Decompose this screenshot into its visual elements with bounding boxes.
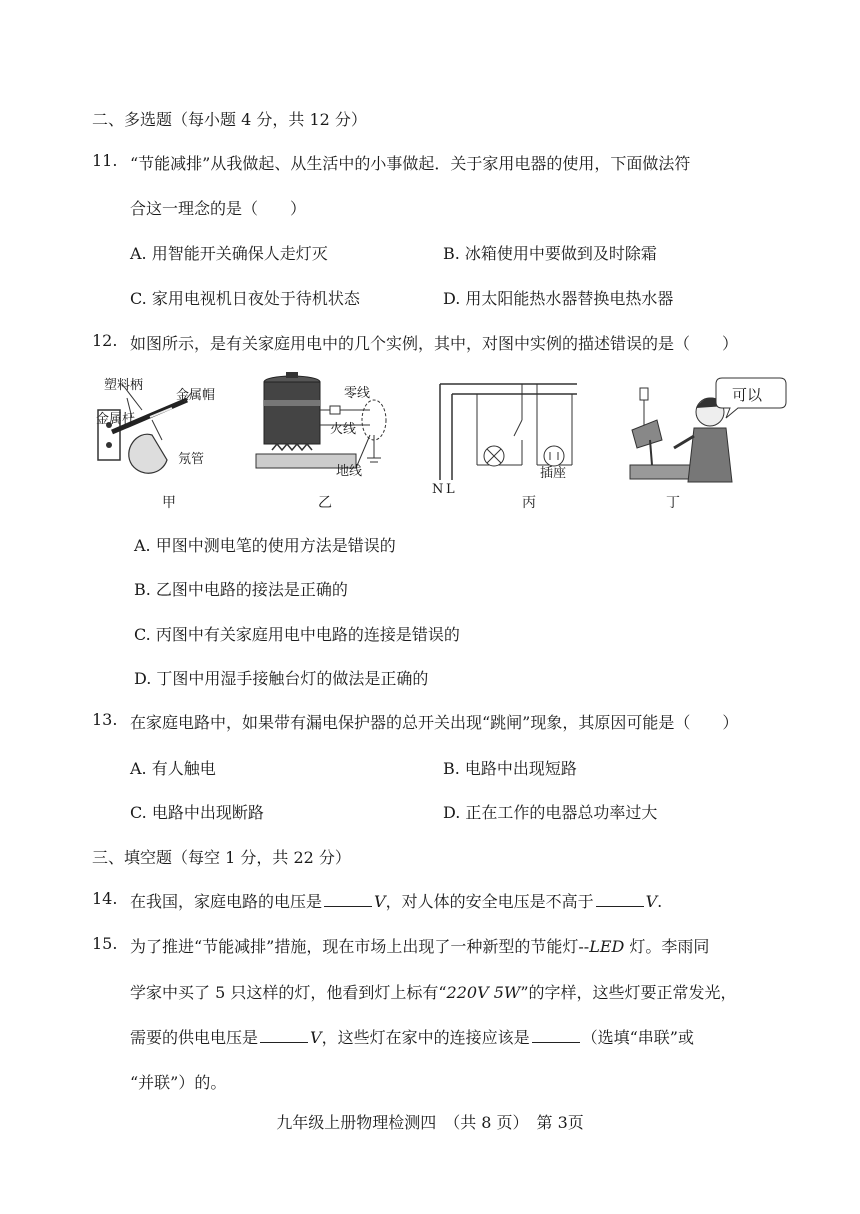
q14-blank-1[interactable] (324, 892, 372, 907)
question-number-14: 14. (92, 889, 118, 908)
ding-speech-bubble-text: 可以 (732, 386, 763, 404)
question-11-line1: “节能减排”从我做起、从生活中的小事做起．关于家用电器的使用，下面做法符 (130, 154, 691, 173)
question-15-line1 (130, 934, 709, 957)
q13-option-b: B. 电路中出现短路 (443, 759, 577, 778)
figure-ding-person-lamp (622, 370, 792, 490)
question-number-12: 12. (92, 331, 118, 350)
q13-option-d: D. 正在工作的电器总功率过大 (443, 803, 658, 822)
q15-line3-mid: ，这些灯在家中的连接应该是 (321, 1028, 530, 1047)
q14-unit2: V (645, 892, 658, 911)
label-metal-cap: 金属帽 (176, 388, 216, 403)
q15-line3-text: 需要的供电电压是 (130, 1028, 259, 1047)
label-plastic-handle: 塑料柄 (104, 378, 144, 393)
question-12-text: 如图所示，是有关家庭用电中的几个实例，其中，对图中实例的描述错误的是（ ） (130, 334, 739, 353)
q12-option-c: C. 丙图中有关家庭用电中电路的连接是错误的 (134, 625, 460, 644)
label-neutral-wire: 零线 (344, 386, 371, 401)
q14-unit1: V (374, 892, 386, 911)
question-11-line2: 合这一理念的是（ ） (130, 199, 307, 218)
label-metal-rod: 金属杆 (96, 412, 136, 427)
q14-end: . (657, 892, 663, 911)
label-neutral-n: N (432, 482, 444, 497)
q14-part2: ，对人体的安全电压是不高于 (385, 892, 594, 911)
question-15-line3 (130, 1025, 694, 1048)
figure-caption-ding: 丁 (666, 495, 680, 511)
question-15-line2 (130, 980, 737, 1003)
figure-caption-yi: 乙 (318, 495, 332, 511)
section-title-multiple-choice: 二、多选题（每小题 4 分，共 12 分） (92, 110, 367, 129)
q14-blank-2[interactable] (596, 892, 644, 907)
q15-blank-2[interactable] (532, 1028, 580, 1043)
q15-rating: 220V 5W (446, 983, 521, 1002)
q11-option-a: A. 用智能开关确保人走灯灭 (130, 244, 328, 263)
label-ground-wire: 地线 (336, 464, 363, 479)
label-socket: 插座 (540, 466, 567, 481)
question-12-figure (92, 370, 792, 520)
q15-line2-end: ”的字样，这些灯要正常发光， (520, 983, 737, 1002)
q14-part1: 在我国，家庭电路的电压是 (130, 892, 323, 911)
page-footer: 九年级上册物理检测四 （共 8 页） 第 3页 (276, 1113, 584, 1132)
q12-option-b: B. 乙图中电路的接法是正确的 (134, 580, 348, 599)
figure-caption-jia: 甲 (162, 495, 176, 511)
question-15-line4: “并联”）的。 (130, 1073, 227, 1092)
q15-blank-1[interactable] (260, 1028, 308, 1043)
question-number-15: 15. (92, 934, 118, 953)
label-live-l: L (446, 482, 455, 497)
q13-option-a: A. 有人触电 (130, 759, 216, 778)
q15-unit: V (310, 1028, 322, 1047)
question-14-text (130, 889, 662, 912)
q15-led: LED (589, 937, 625, 956)
q12-option-d: D. 丁图中用湿手接触台灯的做法是正确的 (134, 669, 429, 688)
question-number-13: 13. (92, 710, 118, 729)
question-13-text: 在家庭电路中，如果带有漏电保护器的总开关出现“跳闸”现象，其原因可能是（ ） (130, 713, 739, 732)
label-neon-tube: 氖管 (178, 452, 205, 467)
figure-yi-appliance (252, 370, 392, 480)
q15-line3-end: （选填“串联”或 (581, 1028, 694, 1047)
q15-line2-text: 学家中买了 5 只这样的灯，他看到灯上标有“ (130, 983, 447, 1002)
q15-line1-end: 灯。李雨同 (624, 937, 710, 956)
q11-option-c: C. 家用电视机日夜处于待机状态 (130, 289, 360, 308)
q15-line1-text: 为了推进“节能减排”措施，现在市场上出现了一种新型的节能灯-- (130, 937, 590, 956)
q11-option-d: D. 用太阳能热水器替换电热水器 (443, 289, 674, 308)
q11-option-b: B. 冰箱使用中要做到及时除霜 (443, 244, 657, 263)
label-live-wire: 火线 (330, 422, 357, 437)
q13-option-c: C. 电路中出现断路 (130, 803, 264, 822)
question-number-11: 11. (92, 151, 118, 170)
section-title-fill-in: 三、填空题（每空 1 分，共 22 分） (92, 848, 351, 867)
q12-option-a: A. 甲图中测电笔的使用方法是错误的 (134, 536, 396, 555)
figure-caption-bing: 丙 (522, 495, 536, 511)
